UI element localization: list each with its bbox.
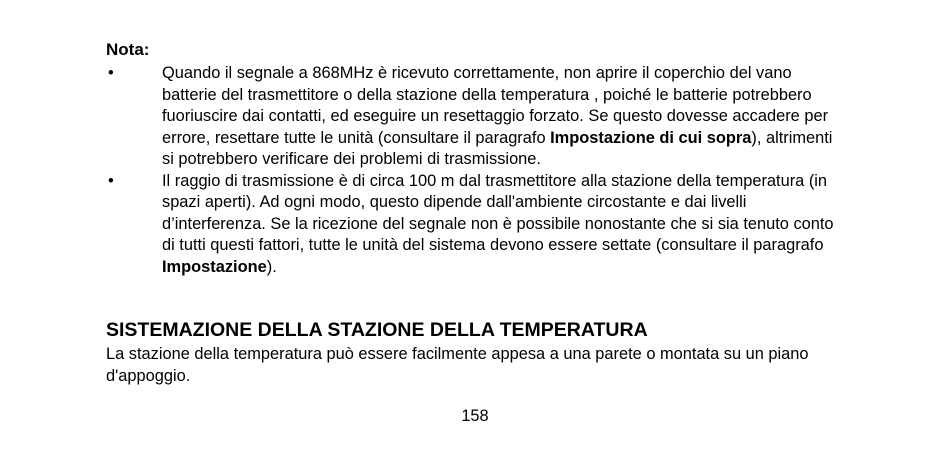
note-text-before: Quando il segnale a 868MHz è ricevuto correttamente, non aprire il coperchio del vano batterie del trasmettitore o della stazione della temperatura , poiché le batterie potrebbero fuoriuscire dai contatti, ed eseguire un resettaggio forzato. Se questo dovesse accadere per errore, resettare tutte le unità (consultare il paragrafo bbox=[162, 64, 829, 147]
bullet-icon: • bbox=[108, 171, 114, 190]
page-number: 158 bbox=[461, 407, 489, 425]
note-text-before: Il raggio di trasmissione è di circa 100 m dal trasmettitore alla stazione della temperatura (in spazi aperti). Ad ogni modo, questo dipende dall'ambiente circostante e dai livelli d’interferenza. Se la ricezione del segnale non è possibile nonostante che si sia tenuto conto di tutti questi fattori, tutte le unità del sistema devono essere settate (consultare il paragrafo bbox=[162, 171, 834, 254]
note-bold-reference: Impostazione bbox=[162, 257, 267, 276]
note-text-after: ), altrimenti si potrebbero verificare dei problemi di trasmissione. bbox=[162, 128, 833, 168]
section-body: La stazione della temperatura può essere facilmente appesa a una parete o montata su un piano d'appoggio. bbox=[106, 345, 809, 385]
note-bullet-item-1 bbox=[106, 63, 846, 171]
note-label: Nota: bbox=[106, 40, 150, 59]
note-bullet-text-2 bbox=[162, 172, 834, 276]
note-bold-reference: Impostazione di cui sopra bbox=[550, 128, 752, 147]
section-heading: SISTEMAZIONE DELLA STAZIONE DELLA TEMPERATURA bbox=[106, 319, 648, 341]
bullet-icon: • bbox=[108, 64, 114, 82]
note-bullet-list bbox=[106, 63, 846, 278]
note-bullet-item-2 bbox=[106, 171, 846, 279]
note-bullet-text-1 bbox=[162, 64, 832, 168]
note-text-after: ). bbox=[266, 257, 277, 276]
